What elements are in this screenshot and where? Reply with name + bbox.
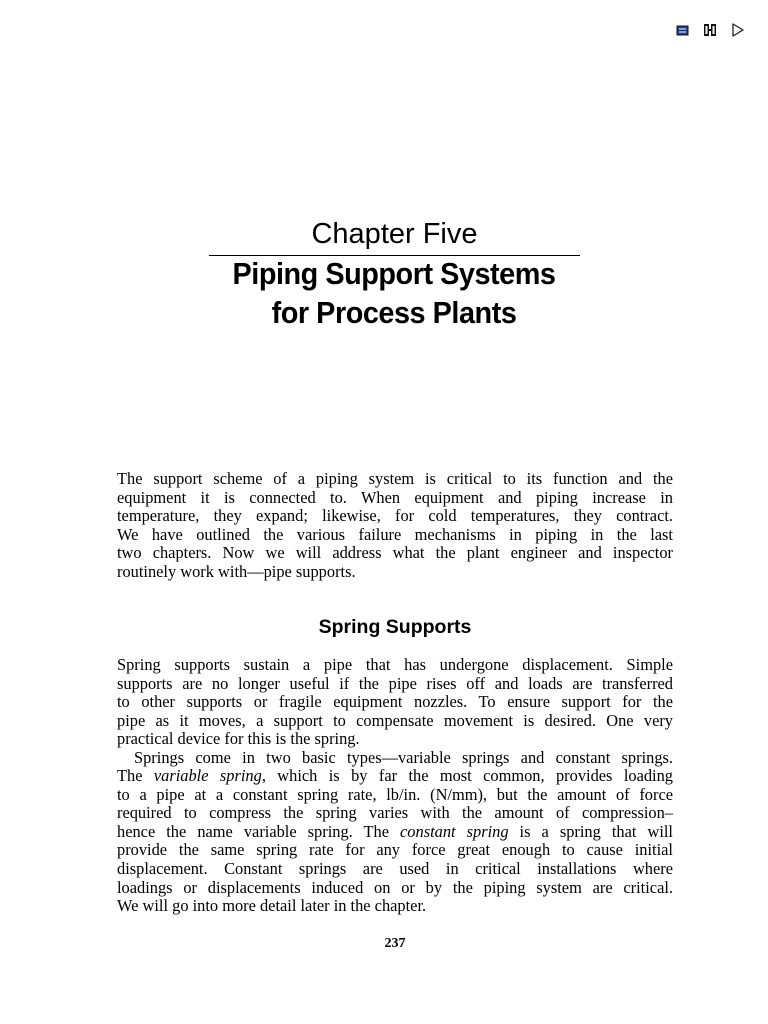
- body-text: , which is by far the most common, provides loading: [261, 766, 673, 786]
- body-line: required to compress the spring varies with the amount of compression–: [117, 803, 673, 823]
- term-variable-spring: variable spring: [153, 766, 262, 786]
- body-line: displacement. Constant springs are used in critical installations where: [117, 859, 673, 879]
- body-line: practical device for this is the spring.: [117, 729, 360, 749]
- intro-line: equipment it is connected to. When equipment and piping increase in: [117, 487, 673, 507]
- body-line: Springs come in two basic types—variable springs and constant springs.: [134, 747, 673, 767]
- intro-paragraph: [117, 470, 673, 581]
- intro-line: routinely work with—pipe supports.: [117, 561, 356, 581]
- intro-line: We have outlined the various failure mechanisms in piping in the last: [117, 524, 673, 544]
- intro-line: The support scheme of a piping system is critical to its function and the: [117, 469, 673, 488]
- body-line: pipe as it moves, a support to compensate movement is desired. One very: [117, 710, 673, 730]
- intro-line: temperature, they expand; likewise, for cold temperatures, they contract.: [117, 506, 673, 526]
- section-heading: Spring Supports: [318, 616, 472, 638]
- body-line: supports are no longer useful if the pipe rises off and loads are transferred: [117, 673, 673, 693]
- body-line: loadings or displacements induced on or by the piping system are critical.: [117, 877, 673, 897]
- next-page-button[interactable]: [731, 22, 745, 38]
- term-constant-spring: constant spring: [400, 821, 509, 841]
- body-line: to other supports or fragile equipment nozzles. To ensure support for the: [117, 692, 673, 712]
- body-line: to a pipe at a constant spring rate, lb/in. (N/mm), but the amount of force: [117, 784, 673, 804]
- previous-page-button[interactable]: [676, 22, 690, 38]
- chapter-label: Chapter Five: [311, 218, 478, 250]
- body-line: Spring supports sustain a pipe that has undergone displacement. Simple: [117, 655, 673, 674]
- chapter-title-line-1: Piping Support Systems: [232, 256, 556, 291]
- contents-icon: [703, 22, 717, 38]
- body-line: provide the same spring rate for any force great enough to cause initial: [117, 840, 673, 860]
- chapter-title-line-2: for Process Plants: [271, 295, 517, 330]
- contents-button[interactable]: [703, 22, 717, 38]
- page-navigation: [676, 22, 746, 40]
- body-text: The: [117, 766, 154, 786]
- body-text: is a spring that will: [508, 821, 673, 841]
- page-number: 237: [384, 936, 406, 951]
- body-text: hence the name variable spring. The: [117, 821, 401, 841]
- previous-page-icon: [676, 22, 690, 38]
- chapter-title: [195, 254, 593, 332]
- body-line: [117, 767, 673, 786]
- next-page-icon: [731, 22, 745, 38]
- body-line: We will go into more detail later in the chapter.: [117, 896, 427, 916]
- intro-line: two chapters. Now we will address what the plant engineer and inspector: [117, 543, 673, 563]
- spring-supports-text: [117, 656, 673, 916]
- body-line: [117, 823, 673, 842]
